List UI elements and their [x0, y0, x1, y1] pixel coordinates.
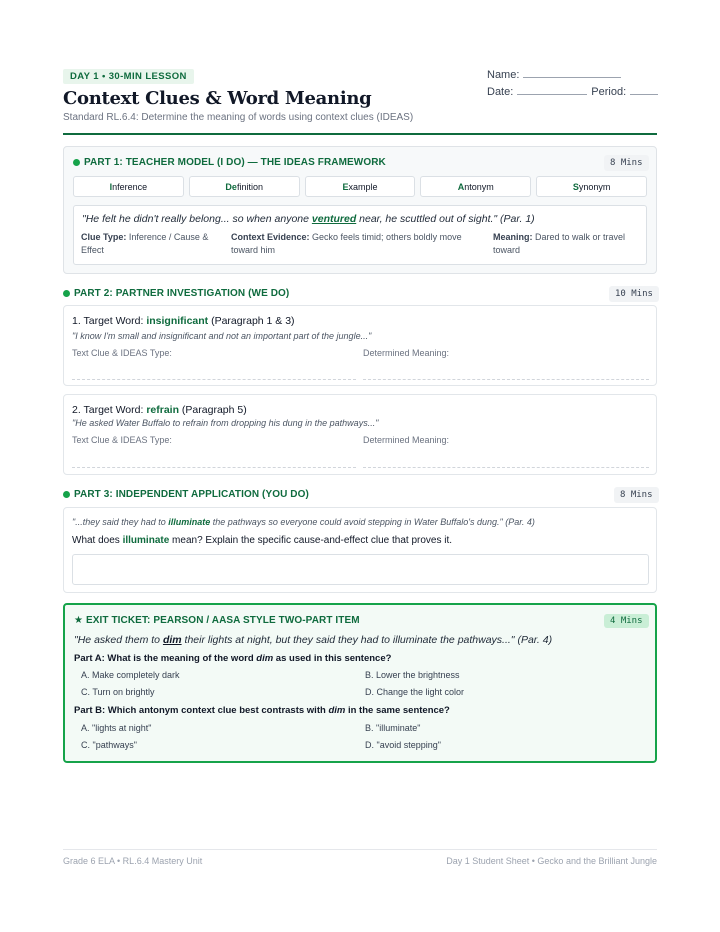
period-label: Period: — [591, 86, 627, 98]
idea-example: E xample — [305, 176, 416, 197]
target-word-1: 1. Target Word: insignificant (Paragraph 1 & 3) — [72, 315, 295, 327]
part-b-option-a[interactable]: A. "lights at night" — [81, 723, 152, 733]
bullet-dot-icon — [73, 159, 80, 166]
part3-question: What does illuminate mean? Explain the specific cause-and-effect clue that proves it. — [72, 535, 453, 546]
clue-type: Clue Type: Inference / Cause & Effect — [81, 232, 209, 255]
part3-quote: "...they said they had to illuminate the pathways so everyone could avoid stepping in Water Buffalo's dung." (Par. 4) — [72, 517, 535, 527]
idea-inference: I nference — [73, 176, 184, 197]
idea-antonym: A ntonym — [420, 176, 531, 197]
part1-mins-badge: 8 Mins — [604, 155, 649, 171]
meaning-answer-line-1[interactable] — [363, 379, 649, 380]
part2-heading — [63, 288, 289, 299]
clue-answer-line-2[interactable] — [72, 467, 356, 468]
exit-mins-badge: 4 Mins — [604, 614, 649, 628]
model-quote: "He felt he didn't really belong... so when anyone ventured near, he scuttled out of sight." (Par. 1) — [82, 213, 535, 225]
part1-heading — [73, 157, 386, 168]
part-a-option-b[interactable]: B. Lower the brightness — [365, 670, 460, 680]
part2-heading-text: PART 2: PARTNER INVESTIGATION (WE DO) — [74, 288, 290, 299]
target-quote-2: "He asked Water Buffalo to refrain from dropping his dung in the pathways..." — [72, 418, 379, 428]
part-b-option-d[interactable]: D. "avoid stepping" — [365, 740, 441, 750]
part-b-option-b[interactable]: B. "illuminate" — [365, 723, 421, 733]
clue-answer-line-1[interactable] — [72, 379, 356, 380]
name-field[interactable] — [523, 77, 621, 78]
exit-heading: ★ EXIT TICKET: PEARSON / AASA STYLE TWO-PART ITEM — [74, 615, 360, 626]
target-word-2: 2. Target Word: refrain (Paragraph 5) — [72, 404, 247, 416]
vocab-word-ventured: ventured — [311, 213, 357, 225]
meaning-answer-line-2[interactable] — [363, 467, 649, 468]
target-word-card-1 — [63, 305, 657, 386]
target-quote-1: "I know I'm small and insignificant and not an important part of the jungle..." — [72, 331, 372, 341]
part-a-option-c[interactable]: C. Turn on brightly — [81, 687, 155, 697]
exit-ticket-panel — [63, 603, 657, 763]
day-badge: DAY 1 • 30-MIN LESSON — [63, 69, 194, 84]
part-a-option-a[interactable]: A. Make completely dark — [81, 670, 180, 680]
footer-left: Grade 6 ELA • RL.6.4 Mastery Unit — [63, 856, 203, 866]
date-label: Date: — [487, 86, 514, 98]
exit-quote: "He asked them to dim their lights at night, but they said they had to illuminate the pathways..." (Par. 4) — [74, 634, 553, 646]
part-b-option-c[interactable]: C. "pathways" — [81, 740, 137, 750]
name-row — [487, 64, 658, 81]
vocab-word-dim: dim — [162, 634, 182, 646]
model-meaning: Meaning: Dared to walk or travel toward — [493, 232, 626, 255]
footer-right: Day 1 Student Sheet • Gecko and the Brilliant Jungle — [446, 856, 657, 866]
date-row — [487, 81, 658, 98]
period-field[interactable] — [630, 94, 658, 95]
bullet-dot-icon — [63, 290, 70, 297]
model-example — [73, 205, 647, 265]
meaning-label-2: Determined Meaning: — [363, 435, 450, 445]
idea-synonym: S ynonym — [536, 176, 647, 197]
bullet-dot-icon — [63, 491, 70, 498]
student-info — [487, 64, 658, 98]
ideas-framework — [73, 176, 647, 197]
target-word-card-2 — [63, 394, 657, 475]
part3-heading-text: PART 3: INDEPENDENT APPLICATION (YOU DO) — [74, 489, 309, 500]
part1-heading-text: PART 1: TEACHER MODEL (I DO) — THE IDEAS FRAMEWORK — [84, 157, 386, 168]
part3-mins-badge: 8 Mins — [614, 487, 659, 503]
part-a-option-d[interactable]: D. Change the light color — [365, 687, 465, 697]
part2-mins-badge: 10 Mins — [609, 286, 659, 302]
part3-card — [63, 507, 657, 593]
clue-label-1: Text Clue & IDEAS Type: — [72, 348, 172, 358]
name-label: Name: — [487, 69, 520, 81]
context-evidence: Context Evidence: Gecko feels timid; others boldly move toward him — [231, 232, 462, 255]
date-field[interactable] — [517, 94, 587, 95]
meaning-label-1: Determined Meaning: — [363, 348, 450, 358]
idea-definition: De finition — [189, 176, 300, 197]
clue-label-2: Text Clue & IDEAS Type: — [72, 435, 172, 445]
header-rule — [63, 133, 657, 135]
part3-heading — [63, 489, 309, 500]
standard-text: Standard RL.6.4: Determine the meaning of words using context clues (IDEAS) — [63, 112, 414, 123]
part-a-question: Part A: What is the meaning of the word dim as used in this sentence? — [74, 653, 392, 664]
page-title: Context Clues & Word Meaning — [63, 88, 372, 109]
part-b-question: Part B: Which antonym context clue best contrasts with dim in the same sentence? — [74, 705, 450, 716]
part3-answer-box[interactable] — [72, 554, 649, 585]
footer-rule — [63, 849, 657, 850]
